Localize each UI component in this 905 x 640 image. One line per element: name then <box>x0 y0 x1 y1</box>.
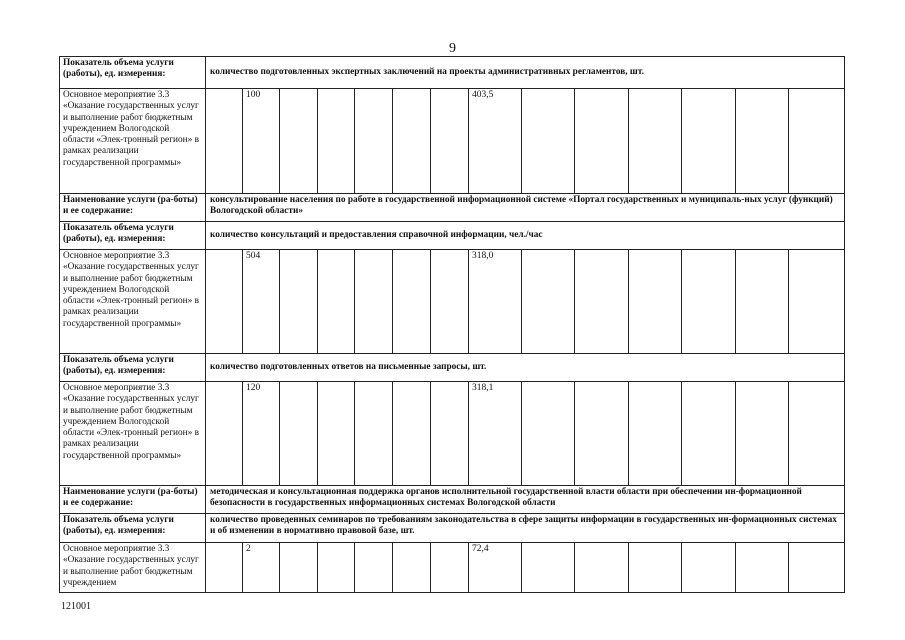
empty-cell <box>355 250 393 354</box>
empty-cell <box>682 250 736 354</box>
empty-cell <box>318 89 355 194</box>
empty-cell <box>206 89 243 194</box>
empty-cell <box>318 382 355 486</box>
empty-cell <box>575 250 629 354</box>
indicator-text: количество подготовленных экспертных заключений на проекты административных регламентов, шт. <box>206 57 845 89</box>
empty-cell <box>789 382 845 486</box>
indicator-text: количество проведенных семинаров по требованиям законодательства в сфере защиты информации в государственных ин-формационных системах и об изменении в нормативно правовой базе, шт. <box>206 514 845 543</box>
measure-label: Основное мероприятие 3.3 «Оказание государственных услуг и выполнение работ бюджетным учреждением Вологодской области «Элек-тронный регион» в рамках реализации государственной программы» <box>60 250 206 354</box>
service-text: методическая и консультационная поддержка органов исполнительной государственной власти области при обеспечении ин-формационной безопасности в государственных информационных системах Вологодской области <box>206 486 845 514</box>
empty-cell <box>355 382 393 486</box>
volume-value: 504 <box>243 250 280 354</box>
program-indicators-table <box>59 56 845 593</box>
empty-cell <box>736 543 789 593</box>
empty-cell <box>682 543 736 593</box>
footer-code: 121001 <box>61 601 91 612</box>
funding-value: 318,0 <box>469 250 522 354</box>
empty-cell <box>575 382 629 486</box>
empty-cell <box>736 89 789 194</box>
empty-cell <box>206 543 243 593</box>
empty-cell <box>575 89 629 194</box>
empty-cell <box>629 382 682 486</box>
indicator-row <box>60 514 845 543</box>
indicator-label: Показатель объема услуги (работы), ед. измерения: <box>60 514 206 543</box>
empty-cell <box>789 543 845 593</box>
indicator-label: Показатель объема услуги (работы), ед. измерения: <box>60 57 206 89</box>
volume-value: 2 <box>243 543 280 593</box>
service-label: Наименование услуги (ра-боты) и ее содержание: <box>60 194 206 222</box>
empty-cell <box>355 89 393 194</box>
indicator-text: количество консультаций и предоставления справочной информации, чел./час <box>206 222 845 250</box>
empty-cell <box>206 250 243 354</box>
empty-cell <box>522 382 575 486</box>
indicator-label: Показатель объема услуги (работы), ед. измерения: <box>60 354 206 382</box>
empty-cell <box>318 250 355 354</box>
measure-row <box>60 543 845 593</box>
funding-value: 318,1 <box>469 382 522 486</box>
empty-cell <box>522 543 575 593</box>
empty-cell <box>522 89 575 194</box>
empty-cell <box>789 250 845 354</box>
volume-value: 120 <box>243 382 280 486</box>
empty-cell <box>318 543 355 593</box>
measure-label: Основное мероприятие 3.3 «Оказание государственных услуг и выполнение работ бюджетным учреждением Вологодской области «Элек-тронный регион» в рамках реализации государственной программы» <box>60 382 206 486</box>
measure-row <box>60 382 845 486</box>
empty-cell <box>522 250 575 354</box>
empty-cell <box>736 250 789 354</box>
empty-cell <box>393 543 431 593</box>
empty-cell <box>355 543 393 593</box>
empty-cell <box>575 543 629 593</box>
empty-cell <box>682 89 736 194</box>
service-row <box>60 194 845 222</box>
empty-cell <box>431 543 469 593</box>
empty-cell <box>280 543 318 593</box>
empty-cell <box>280 382 318 486</box>
service-text: консультирование населения по работе в государственной информационной системе «Портал государственных и муниципаль-ных услуг (функций) Вологодской области» <box>206 194 845 222</box>
measure-label: Основное мероприятие 3.3 «Оказание государственных услуг и выполнение работ бюджетным учреждением Вологодской области «Элек-тронный регион» в рамках реализации государственной программы» <box>60 89 206 194</box>
empty-cell <box>629 543 682 593</box>
indicator-text: количество подготовленных ответов на письменные запросы, шт. <box>206 354 845 382</box>
measure-label: Основное мероприятие 3.3 «Оказание государственных услуг и выполнение работ бюджетным учреждением <box>60 543 206 593</box>
empty-cell <box>393 89 431 194</box>
indicator-row <box>60 57 845 89</box>
indicator-row <box>60 222 845 250</box>
page-number: 9 <box>449 41 456 56</box>
funding-value: 72,4 <box>469 543 522 593</box>
empty-cell <box>629 250 682 354</box>
empty-cell <box>431 382 469 486</box>
empty-cell <box>789 89 845 194</box>
funding-value: 403,5 <box>469 89 522 194</box>
volume-value: 100 <box>243 89 280 194</box>
empty-cell <box>431 250 469 354</box>
empty-cell <box>736 382 789 486</box>
empty-cell <box>280 250 318 354</box>
indicator-label: Показатель объема услуги (работы), ед. измерения: <box>60 222 206 250</box>
empty-cell <box>629 89 682 194</box>
service-label: Наименование услуги (ра-боты) и ее содержание: <box>60 486 206 514</box>
indicator-row <box>60 354 845 382</box>
empty-cell <box>431 89 469 194</box>
empty-cell <box>682 382 736 486</box>
empty-cell <box>280 89 318 194</box>
service-row <box>60 486 845 514</box>
empty-cell <box>393 250 431 354</box>
empty-cell <box>206 382 243 486</box>
empty-cell <box>393 382 431 486</box>
measure-row <box>60 89 845 194</box>
measure-row <box>60 250 845 354</box>
